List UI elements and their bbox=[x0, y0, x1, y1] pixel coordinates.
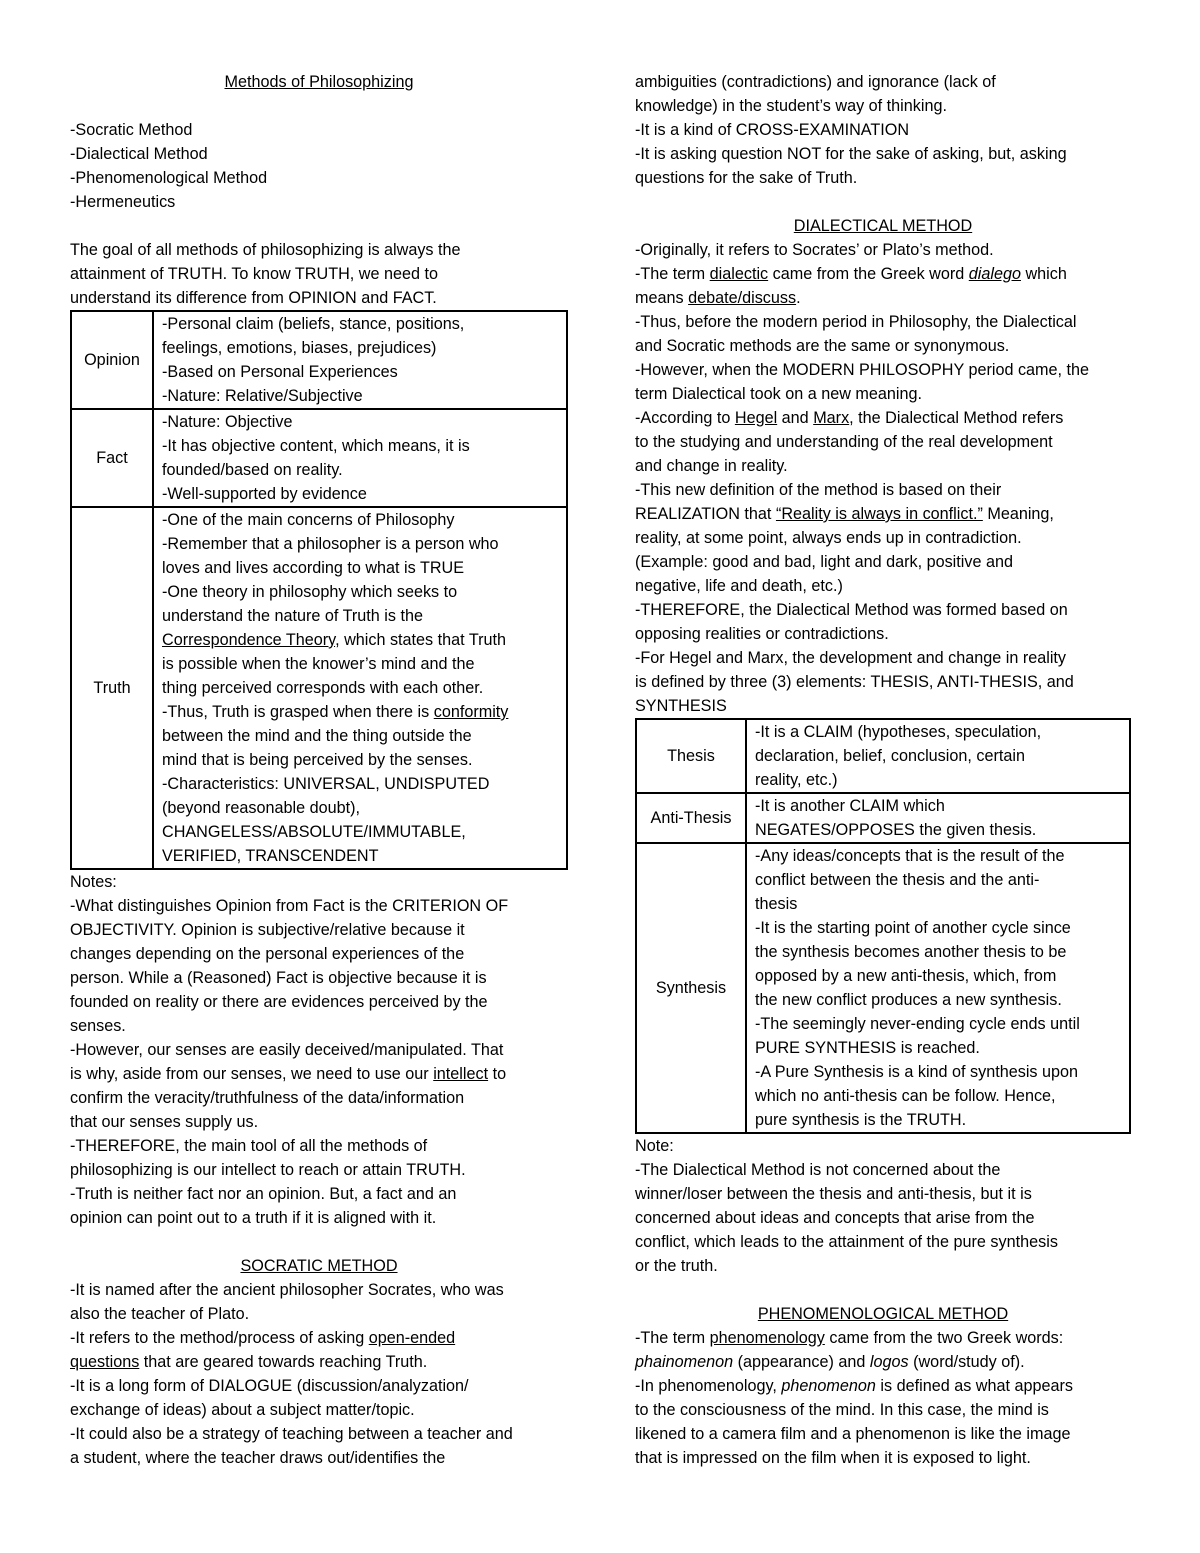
text-line: reality, at some point, always ends up in contradiction. bbox=[635, 529, 1022, 547]
text-line: OBJECTIVITY. Opinion is subjective/relative because it bbox=[70, 921, 465, 939]
text-line: is defined by three (3) elements: THESIS, ANTI-THESIS, and bbox=[635, 673, 1074, 691]
text-span: , the Dialectical Method refers bbox=[849, 409, 1064, 427]
text-span: that are geared towards reaching Truth. bbox=[139, 1353, 428, 1371]
intro-line: understand its difference from OPINION and FACT. bbox=[70, 289, 437, 307]
phenomenological-method-section bbox=[635, 1302, 1131, 1470]
cell-line: -It is a CLAIM (hypotheses, speculation, bbox=[755, 723, 1042, 741]
open-ended-term: open-ended bbox=[368, 1329, 456, 1347]
text-span: is defined as what appears bbox=[875, 1377, 1073, 1395]
text-line: that our senses supply us. bbox=[70, 1113, 259, 1131]
text-line: exchange of ideas) about a subject matter/topic. bbox=[70, 1401, 415, 1419]
text-span: (appearance) and bbox=[733, 1353, 870, 1371]
text-line: negative, life and death, etc.) bbox=[635, 577, 843, 595]
socratic-method-continued bbox=[635, 70, 1131, 190]
text-line: opposing realities or contradictions. bbox=[635, 625, 889, 643]
text-line: senses. bbox=[70, 1017, 126, 1035]
text-line: -THEREFORE, the Dialectical Method was formed based on bbox=[635, 601, 1068, 619]
text-span: -According to bbox=[635, 409, 735, 427]
text-line bbox=[70, 1326, 568, 1350]
method-item: -Socratic Method bbox=[70, 121, 193, 139]
table-row-truth bbox=[71, 507, 567, 869]
text-span: -Thus, Truth is grasped when there is bbox=[162, 703, 434, 721]
text-line: -However, when the MODERN PHILOSOPHY period came, the bbox=[635, 361, 1090, 379]
text-line bbox=[635, 1326, 1131, 1350]
dialectical-method-heading: DIALECTICAL METHOD bbox=[793, 217, 973, 235]
logos-term: logos bbox=[869, 1353, 909, 1371]
cell-line: mind that is being perceived by the senses. bbox=[162, 751, 473, 769]
cell-line: VERIFIED, TRANSCENDENT bbox=[162, 847, 379, 865]
note-section bbox=[635, 1134, 1131, 1278]
text-line: to the consciousness of the mind. In this case, the mind is bbox=[635, 1401, 1049, 1419]
text-span: is why, aside from our senses, we need to use our bbox=[70, 1065, 434, 1083]
text-line bbox=[635, 286, 1131, 310]
text-line bbox=[70, 1350, 568, 1374]
method-item: -Hermeneutics bbox=[70, 193, 176, 211]
cell-line: thing perceived corresponds with each other. bbox=[162, 679, 484, 697]
phenomenon-term: phenomenon bbox=[781, 1377, 876, 1395]
text-line: winner/loser between the thesis and anti-thesis, but it is bbox=[635, 1185, 1032, 1203]
cell-line: declaration, belief, conclusion, certain bbox=[755, 747, 1025, 765]
row-content-thesis bbox=[746, 719, 1130, 793]
phenomenology-term: phenomenology bbox=[709, 1329, 825, 1347]
table-row-synthesis bbox=[636, 843, 1130, 1133]
cell-line: -Well-supported by evidence bbox=[162, 485, 367, 503]
intro-paragraph bbox=[70, 238, 568, 310]
intro-line: The goal of all methods of philosophizing is always the bbox=[70, 241, 461, 259]
row-label-fact: Fact bbox=[71, 409, 153, 507]
cell-line: thesis bbox=[755, 895, 798, 913]
text-span: -The term bbox=[635, 1329, 710, 1347]
cell-line: founded/based on reality. bbox=[162, 461, 343, 479]
text-line: confirm the veracity/truthfulness of the data/information bbox=[70, 1089, 465, 1107]
debate-discuss-term: debate/discuss bbox=[688, 289, 797, 307]
cell-line: the new conflict produces a new synthesis. bbox=[755, 991, 1062, 1009]
hegel-term: Hegel bbox=[734, 409, 778, 427]
text-span: came from the Greek word bbox=[768, 265, 969, 283]
cell-line: conflict between the thesis and the anti- bbox=[755, 871, 1040, 889]
text-span: . bbox=[796, 289, 801, 307]
table-row-antithesis bbox=[636, 793, 1130, 843]
text-line bbox=[70, 1062, 568, 1086]
text-line: -Truth is neither fact nor an opinion. But, a fact and an bbox=[70, 1185, 457, 1203]
text-line: -It is named after the ancient philosopher Socrates, who was bbox=[70, 1281, 504, 1299]
cell-line: CHANGELESS/ABSOLUTE/IMMUTABLE, bbox=[162, 823, 466, 841]
text-line bbox=[635, 502, 1131, 526]
cell-line: -It is another CLAIM which bbox=[755, 797, 945, 815]
cell-line: -One theory in philosophy which seeks to bbox=[162, 583, 458, 601]
text-line: and Socratic methods are the same or synonymous. bbox=[635, 337, 1010, 355]
opinion-fact-truth-table bbox=[70, 310, 568, 870]
text-span: , which states that Truth bbox=[335, 631, 507, 649]
text-span: (word/study of). bbox=[908, 1353, 1025, 1371]
cell-line: NEGATES/OPPOSES the given thesis. bbox=[755, 821, 1037, 839]
text-line: -Thus, before the modern period in Philosophy, the Dialectical bbox=[635, 313, 1077, 331]
cell-line: -It is the starting point of another cycle since bbox=[755, 919, 1071, 937]
notes-section bbox=[70, 870, 568, 1230]
cell-line: opposed by a new anti-thesis, which, from bbox=[755, 967, 1057, 985]
text-line: -It is a long form of DIALOGUE (discussion/analyzation/ bbox=[70, 1377, 469, 1395]
row-content-fact bbox=[153, 409, 567, 507]
text-line: also the teacher of Plato. bbox=[70, 1305, 250, 1323]
text-span: REALIZATION that bbox=[635, 505, 776, 523]
cell-line: is possible when the knower’s mind and the bbox=[162, 655, 475, 673]
text-span: -The term bbox=[635, 265, 710, 283]
cell-line: -One of the main concerns of Philosophy bbox=[162, 511, 455, 529]
text-line: -THEREFORE, the main tool of all the methods of bbox=[70, 1137, 428, 1155]
text-line bbox=[635, 262, 1131, 286]
cell-line: understand the nature of Truth is the bbox=[162, 607, 423, 625]
text-line: -It is a kind of CROSS-EXAMINATION bbox=[635, 121, 910, 139]
cell-line: -Characteristics: UNIVERSAL, UNDISPUTED bbox=[162, 775, 490, 793]
row-content-synthesis bbox=[746, 843, 1130, 1133]
cell-line: (beyond reasonable doubt), bbox=[162, 799, 360, 817]
cell-line: -Personal claim (beliefs, stance, positions, bbox=[162, 315, 465, 333]
text-line: -It could also be a strategy of teaching between a teacher and bbox=[70, 1425, 513, 1443]
cell-line: -Nature: Objective bbox=[162, 413, 293, 431]
correspondence-theory-term: Correspondence Theory bbox=[162, 631, 336, 649]
cell-line: -Nature: Relative/Subjective bbox=[162, 387, 363, 405]
text-line: -For Hegel and Marx, the development and change in reality bbox=[635, 649, 1067, 667]
text-span: and bbox=[777, 409, 814, 427]
row-label-truth: Truth bbox=[71, 507, 153, 869]
dialectical-method-section bbox=[635, 214, 1131, 718]
text-line: person. While a (Reasoned) Fact is objective because it is bbox=[70, 969, 487, 987]
cell-line: loves and lives according to what is TRUE bbox=[162, 559, 465, 577]
note-heading: Note: bbox=[635, 1137, 674, 1155]
socratic-method-heading: SOCRATIC METHOD bbox=[240, 1257, 398, 1275]
text-line bbox=[635, 1374, 1131, 1398]
dialego-term: dialego bbox=[968, 265, 1021, 283]
right-column bbox=[635, 70, 1131, 1470]
table-row-opinion bbox=[71, 311, 567, 409]
text-line: changes depending on the personal experiences of the bbox=[70, 945, 465, 963]
text-line: founded on reality or there are evidences perceived by the bbox=[70, 993, 488, 1011]
text-line: conflict, which leads to the attainment of the pure synthesis bbox=[635, 1233, 1058, 1251]
intro-line: attainment of TRUTH. To know TRUTH, we need to bbox=[70, 265, 438, 283]
row-content-opinion bbox=[153, 311, 567, 409]
row-label-antithesis: Anti-Thesis bbox=[636, 793, 746, 843]
row-content-truth bbox=[153, 507, 567, 869]
text-span: came from the two Greek words: bbox=[824, 1329, 1064, 1347]
text-line: likened to a camera film and a phenomenon is like the image bbox=[635, 1425, 1071, 1443]
cell-line: -The seemingly never-ending cycle ends until bbox=[755, 1015, 1080, 1033]
phainomenon-term: phainomenon bbox=[635, 1353, 734, 1371]
thesis-antithesis-synthesis-table bbox=[635, 718, 1131, 1134]
socratic-method-section bbox=[70, 1254, 568, 1470]
cell-line bbox=[162, 628, 564, 652]
text-span: means bbox=[635, 289, 689, 307]
phenomenological-method-heading: PHENOMENOLOGICAL METHOD bbox=[757, 1305, 1009, 1323]
questions-term: questions bbox=[70, 1353, 140, 1371]
methods-list bbox=[70, 118, 568, 214]
text-line: a student, where the teacher draws out/identifies the bbox=[70, 1449, 446, 1467]
table-row-thesis bbox=[636, 719, 1130, 793]
dialectic-term: dialectic bbox=[709, 265, 769, 283]
cell-line bbox=[162, 700, 564, 724]
cell-line: -Any ideas/concepts that is the result of the bbox=[755, 847, 1065, 865]
text-line: -This new definition of the method is based on their bbox=[635, 481, 1002, 499]
text-line: that is impressed on the film when it is exposed to light. bbox=[635, 1449, 1031, 1467]
cell-line: which no anti-thesis can be follow. Hence, bbox=[755, 1087, 1056, 1105]
text-line: questions for the sake of Truth. bbox=[635, 169, 858, 187]
marx-term: Marx bbox=[813, 409, 850, 427]
cell-line: -Remember that a philosopher is a person who bbox=[162, 535, 499, 553]
text-line: -The Dialectical Method is not concerned about the bbox=[635, 1161, 1001, 1179]
cell-line: -It has objective content, which means, it is bbox=[162, 437, 470, 455]
cell-line: between the mind and the thing outside the bbox=[162, 727, 472, 745]
text-span: to bbox=[488, 1065, 507, 1083]
row-label-opinion: Opinion bbox=[71, 311, 153, 409]
text-line bbox=[635, 1350, 1131, 1374]
intellect-term: intellect bbox=[433, 1065, 489, 1083]
text-line: philosophizing is our intellect to reach or attain TRUTH. bbox=[70, 1161, 466, 1179]
cell-line: reality, etc.) bbox=[755, 771, 838, 789]
text-span: Meaning, bbox=[982, 505, 1054, 523]
row-label-synthesis: Synthesis bbox=[636, 843, 746, 1133]
text-span: -It refers to the method/process of asking bbox=[70, 1329, 369, 1347]
text-line: -What distinguishes Opinion from Fact is the CRITERION OF bbox=[70, 897, 509, 915]
cell-line: pure synthesis is the TRUTH. bbox=[755, 1111, 967, 1129]
conformity-term: conformity bbox=[433, 703, 509, 721]
text-line: to the studying and understanding of the real development bbox=[635, 433, 1053, 451]
text-line: -However, our senses are easily deceived/manipulated. That bbox=[70, 1041, 504, 1059]
row-label-thesis: Thesis bbox=[636, 719, 746, 793]
cell-line: feelings, emotions, biases, prejudices) bbox=[162, 339, 437, 357]
text-line: ambiguities (contradictions) and ignorance (lack of bbox=[635, 73, 996, 91]
cell-line: -Based on Personal Experiences bbox=[162, 363, 398, 381]
method-item: -Phenomenological Method bbox=[70, 169, 268, 187]
text-line: term Dialectical took on a new meaning. bbox=[635, 385, 923, 403]
cell-line: the synthesis becomes another thesis to be bbox=[755, 943, 1067, 961]
left-column bbox=[70, 70, 568, 1470]
method-item: -Dialectical Method bbox=[70, 145, 208, 163]
cell-line: PURE SYNTHESIS is reached. bbox=[755, 1039, 980, 1057]
notes-heading: Notes: bbox=[70, 873, 117, 891]
text-line: -Originally, it refers to Socrates’ or Plato’s method. bbox=[635, 241, 994, 259]
text-span: -In phenomenology, bbox=[635, 1377, 782, 1395]
document-title: Methods of Philosophizing bbox=[224, 73, 414, 91]
text-line: -It is asking question NOT for the sake of asking, but, asking bbox=[635, 145, 1067, 163]
text-line: and change in reality. bbox=[635, 457, 788, 475]
text-line: SYNTHESIS bbox=[635, 697, 727, 715]
text-line: knowledge) in the student’s way of thinking. bbox=[635, 97, 947, 115]
text-line: or the truth. bbox=[635, 1257, 718, 1275]
text-span: which bbox=[1020, 265, 1067, 283]
cell-line: -A Pure Synthesis is a kind of synthesis upon bbox=[755, 1063, 1079, 1081]
text-line bbox=[635, 406, 1131, 430]
row-content-antithesis bbox=[746, 793, 1130, 843]
text-line: (Example: good and bad, light and dark, positive and bbox=[635, 553, 1013, 571]
text-line: opinion can point out to a truth if it is aligned with it. bbox=[70, 1209, 437, 1227]
text-line: concerned about ideas and concepts that arise from the bbox=[635, 1209, 1035, 1227]
reality-conflict-quote: “Reality is always in conflict.” bbox=[775, 505, 983, 523]
table-row-fact bbox=[71, 409, 567, 507]
